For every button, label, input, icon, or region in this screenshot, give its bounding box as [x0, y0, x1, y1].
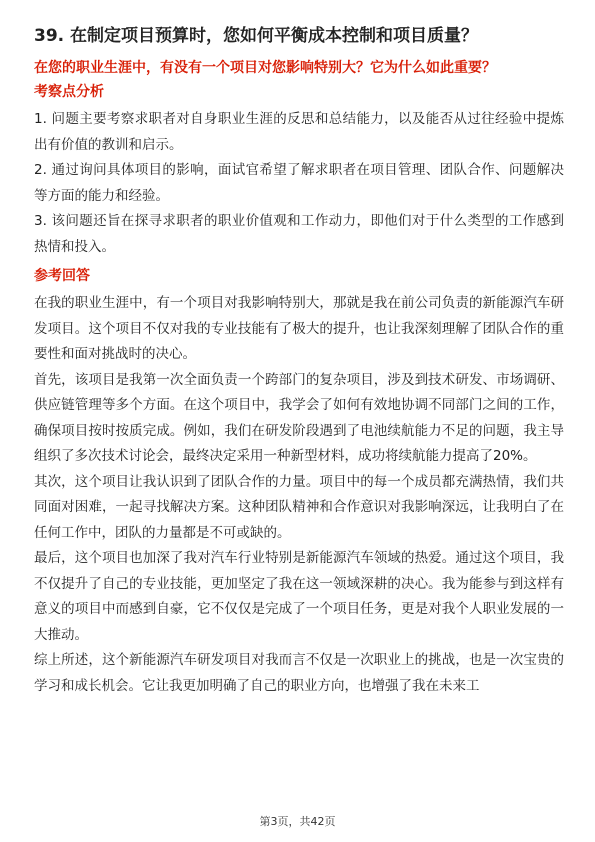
- answer-paragraph: 在我的职业生涯中，有一个项目对我影响特别大，那就是我在前公司负责的新能源汽车研发项目。这个项目不仅对我的专业技能有了极大的提升，也让我深刻理解了团队合作的重要性和面对挑战时的决心。: [34, 295, 564, 362]
- analysis-item: 1. 问题主要考察求职者对自身职业生涯的反思和总结能力，以及能否从过往经验中提炼出有价值的教训和启示。: [34, 111, 564, 153]
- answer-paragraph: 首先，该项目是我第一次全面负责一个跨部门的复杂项目，涉及到技术研发、市场调研、供应链管理等多个方面。在这个项目中，我学会了如何有效地协调不同部门之间的工作，确保项目按时按质完成。例如，我们在研发阶段遇到了电池续航能力不足的问题，我主导组织了多次技术讨论会，最终决定采用一种新型材料，成功将续航能力提高了20%。: [34, 371, 564, 464]
- document-page: [34, 24, 564, 699]
- answer-paragraph: 其次，这个项目让我认识到了团队合作的力量。项目中的每一个成员都充满热情，我们共同面对困难，一起寻找解决方案。这种团队精神和合作意识对我影响深远，让我明白了在任何工作中，团队的力量都是不可或缺的。: [34, 473, 564, 541]
- analysis-item: 3. 该问题还旨在探寻求职者的职业价值观和工作动力，即他们对于什么类型的工作感到热情和投入。: [34, 213, 564, 255]
- analysis-heading: 考察点分析: [34, 84, 104, 100]
- answer-paragraph: 综上所述，这个新能源汽车研发项目对我而言不仅是一次职业上的挑战，也是一次宝贵的学习和成长机会。它让我更加明确了自己的职业方向，也增强了我在未来工: [34, 652, 564, 694]
- analysis-section: [34, 82, 564, 260]
- sub-question: 在您的职业生涯中，有没有一个项目对您影响特别大？它为什么如此重要？: [34, 60, 496, 76]
- page-number: 第3页，共42页: [259, 815, 336, 828]
- analysis-item: 2. 通过询问具体项目的影响，面试官希望了解求职者在项目管理、团队合作、问题解决等方面的能力和经验。: [34, 162, 564, 204]
- question-title: 39. 在制定项目预算时，您如何平衡成本控制和项目质量？: [34, 26, 479, 46]
- answer-paragraph: 最后，这个项目也加深了我对汽车行业特别是新能源汽车领域的热爱。通过这个项目，我不仅提升了自己的专业技能，更加坚定了我在这一领域深耕的决心。我为能参与到这样有意义的项目中而感到自豪，它不仅仅是完成了一个项目任务，更是对我个人职业发展的一大推动。: [34, 550, 564, 643]
- answer-heading: 参考回答: [34, 268, 90, 284]
- answer-section: [34, 266, 564, 699]
